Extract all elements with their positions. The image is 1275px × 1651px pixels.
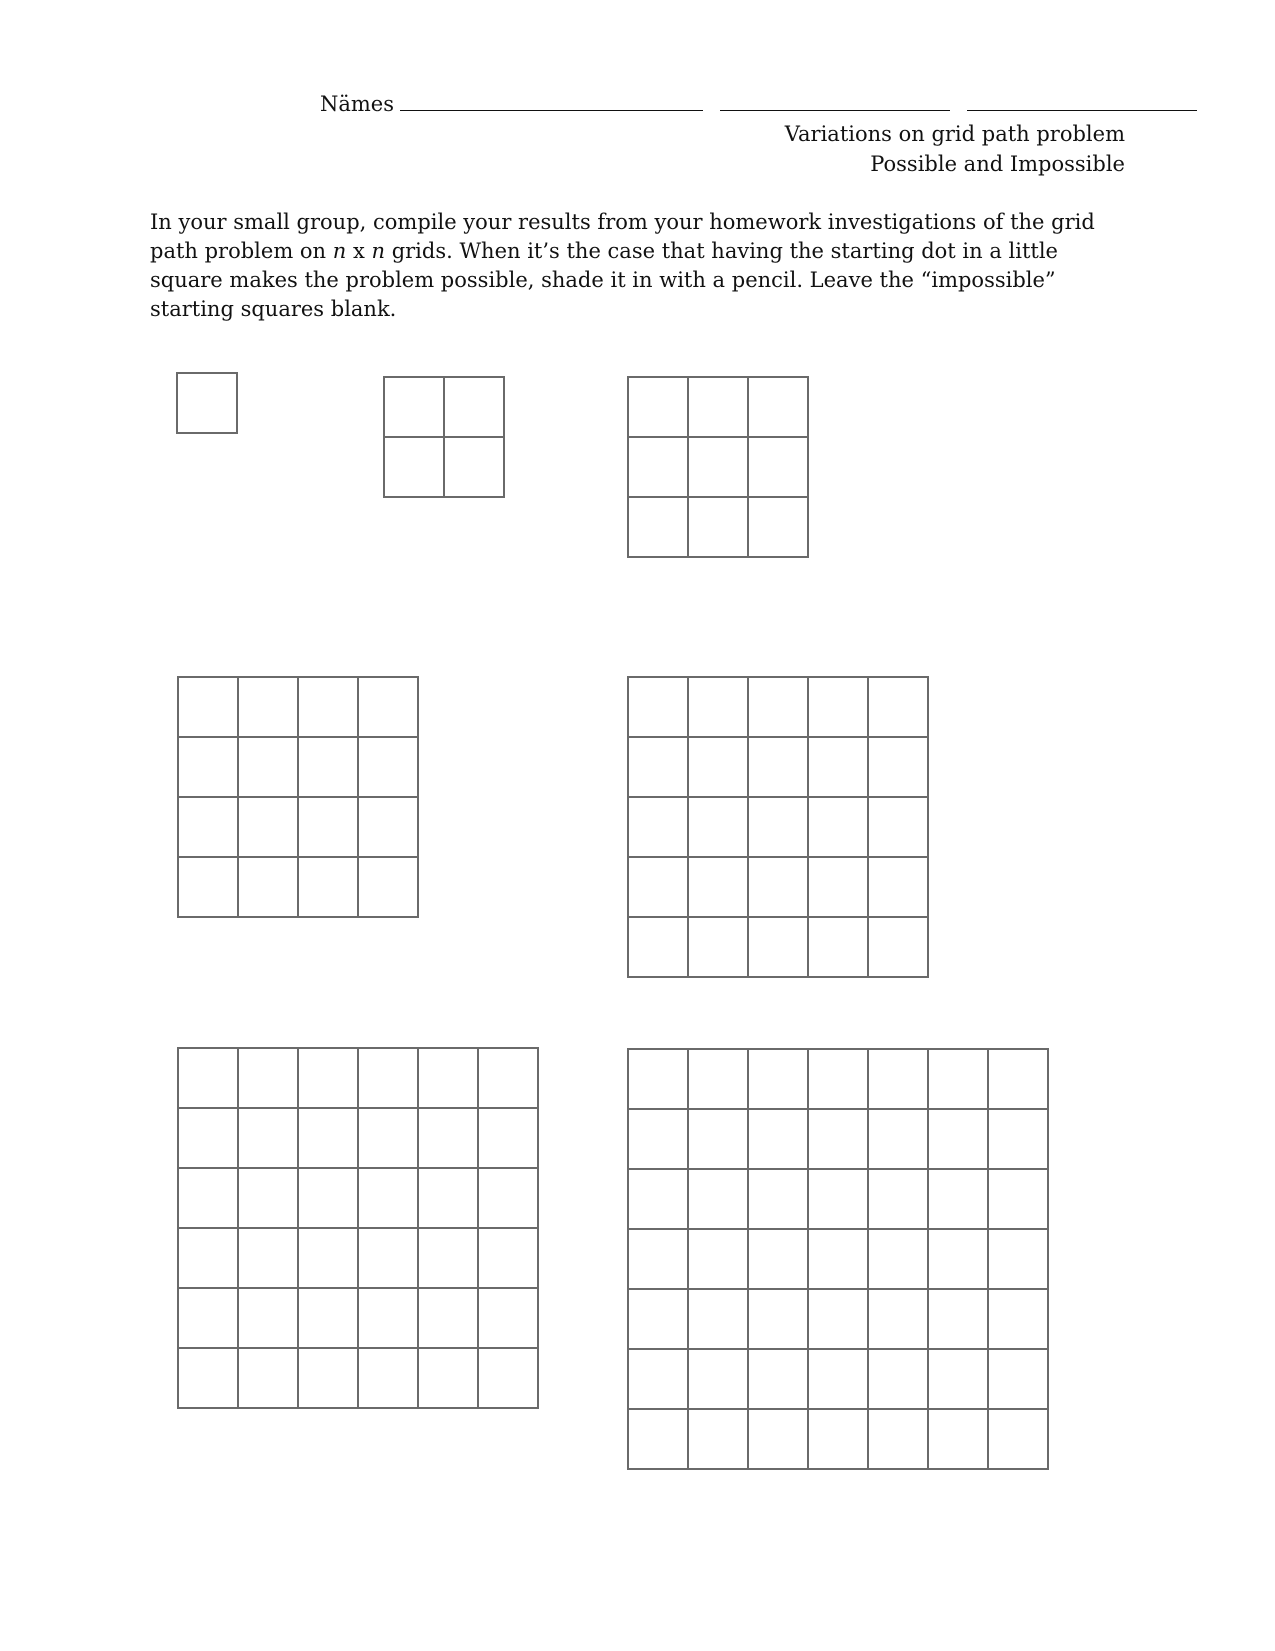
grid-cell[interactable]	[749, 378, 809, 438]
grid-cell[interactable]	[299, 678, 359, 738]
name-blank-2[interactable]	[720, 90, 950, 111]
grid-cell[interactable]	[929, 1290, 989, 1350]
grid-cell[interactable]	[479, 1289, 539, 1349]
grid-cell[interactable]	[419, 1289, 479, 1349]
grid-cell[interactable]	[629, 1050, 689, 1110]
grid-cell[interactable]	[869, 1110, 929, 1170]
grid-cell[interactable]	[989, 1170, 1049, 1230]
grid-cell[interactable]	[749, 1350, 809, 1410]
grid-cell[interactable]	[239, 1169, 299, 1229]
grid-cell[interactable]	[749, 1230, 809, 1290]
grid-cell[interactable]	[239, 678, 299, 738]
grid-cell[interactable]	[239, 1289, 299, 1349]
grid-cell[interactable]	[869, 738, 929, 798]
grid-cell[interactable]	[809, 738, 869, 798]
grid-cell[interactable]	[809, 798, 869, 858]
grid-cell[interactable]	[869, 858, 929, 918]
name-blank-1[interactable]	[400, 90, 703, 111]
grid-cell[interactable]	[689, 798, 749, 858]
grid-cell[interactable]	[299, 1229, 359, 1289]
variable-n-2: n	[371, 239, 386, 263]
grid-cell[interactable]	[445, 378, 505, 438]
grid-cell[interactable]	[299, 1349, 359, 1409]
grid-cell[interactable]	[989, 1110, 1049, 1170]
name-blank-3[interactable]	[967, 90, 1197, 111]
grid-cell[interactable]	[419, 1049, 479, 1109]
grid-cell[interactable]	[869, 918, 929, 978]
grid-cell[interactable]	[689, 1050, 749, 1110]
grid-cell[interactable]	[749, 858, 809, 918]
grid-cell[interactable]	[809, 858, 869, 918]
grid-cell[interactable]	[689, 918, 749, 978]
grid-6x6	[177, 1047, 539, 1409]
grid-cell[interactable]	[809, 1110, 869, 1170]
grid-cell[interactable]	[689, 1170, 749, 1230]
grid-cell[interactable]	[385, 378, 445, 438]
grid-cell[interactable]	[629, 1230, 689, 1290]
grid-cell[interactable]	[869, 678, 929, 738]
grid-cell[interactable]	[239, 798, 299, 858]
grid-cell[interactable]	[629, 1110, 689, 1170]
grid-cell[interactable]	[749, 1050, 809, 1110]
grid-1x1	[176, 372, 238, 434]
grid-cell[interactable]	[179, 738, 239, 798]
grid-cell[interactable]	[929, 1050, 989, 1110]
instructions-part1: In your small group, compile your results from your homework investigations of the grid path problem on	[150, 210, 1095, 263]
grid-cell[interactable]	[989, 1410, 1049, 1470]
grid-cell[interactable]	[239, 1049, 299, 1109]
grid-cell[interactable]	[419, 1349, 479, 1409]
grid-cell[interactable]	[299, 1289, 359, 1349]
grid-cell[interactable]	[629, 858, 689, 918]
grid-cell[interactable]	[629, 1350, 689, 1410]
grid-cell[interactable]	[689, 678, 749, 738]
grid-cell[interactable]	[689, 1290, 749, 1350]
grid-cell[interactable]	[749, 1170, 809, 1230]
grid-cell[interactable]	[689, 738, 749, 798]
times-symbol: x	[346, 239, 372, 263]
grid-cell[interactable]	[239, 1349, 299, 1409]
grid-cell[interactable]	[629, 1290, 689, 1350]
instructions-part2: grids. When it’s the case that having the starting dot in a little square makes the problem possible, shade it in with a pencil. Leave the “impossible” starting squares blank.	[150, 239, 1058, 321]
grid-cell[interactable]	[809, 1410, 869, 1470]
grid-cell[interactable]	[359, 1109, 419, 1169]
grid-cell[interactable]	[479, 1049, 539, 1109]
grid-cell[interactable]	[629, 738, 689, 798]
grid-cell[interactable]	[239, 1229, 299, 1289]
instructions-paragraph	[150, 208, 1135, 324]
grid-cell[interactable]	[299, 798, 359, 858]
grid-cell[interactable]	[989, 1230, 1049, 1290]
grid-cell[interactable]	[359, 1169, 419, 1229]
grid-cell[interactable]	[869, 1050, 929, 1110]
grid-cell[interactable]	[629, 918, 689, 978]
grid-cell[interactable]	[179, 1109, 239, 1169]
grid-cell[interactable]	[359, 738, 419, 798]
grid-cell[interactable]	[689, 858, 749, 918]
grid-cell[interactable]	[419, 1229, 479, 1289]
grid-cell[interactable]	[749, 438, 809, 498]
grid-cell[interactable]	[869, 1170, 929, 1230]
grid-cell[interactable]	[629, 1410, 689, 1470]
grid-cell[interactable]	[239, 738, 299, 798]
grid-cell[interactable]	[749, 678, 809, 738]
grid-cell[interactable]	[359, 858, 419, 918]
grid-cell[interactable]	[749, 798, 809, 858]
grid-cell[interactable]	[869, 1350, 929, 1410]
grid-cell[interactable]	[689, 1230, 749, 1290]
grid-cell[interactable]	[629, 678, 689, 738]
grid-cell[interactable]	[809, 1350, 869, 1410]
variable-n-1: n	[332, 239, 347, 263]
grid-cell[interactable]	[869, 1230, 929, 1290]
grid-cell[interactable]	[749, 1110, 809, 1170]
grid-cell[interactable]	[179, 1289, 239, 1349]
grid-cell[interactable]	[749, 918, 809, 978]
grid-cell[interactable]	[809, 678, 869, 738]
grid-cell[interactable]	[359, 1349, 419, 1409]
grid-cell[interactable]	[179, 1049, 239, 1109]
grid-cell[interactable]	[869, 1410, 929, 1470]
grid-5x5	[627, 676, 929, 978]
grid-cell[interactable]	[359, 1289, 419, 1349]
grid-cell[interactable]	[359, 678, 419, 738]
grid-cell[interactable]	[689, 1410, 749, 1470]
grid-cell[interactable]	[929, 1110, 989, 1170]
grid-cell[interactable]	[299, 1169, 359, 1229]
grid-cell[interactable]	[359, 1229, 419, 1289]
grid-cell[interactable]	[989, 1350, 1049, 1410]
grid-cell[interactable]	[359, 1049, 419, 1109]
grid-cell[interactable]	[385, 438, 445, 498]
worksheet-subtitle: Possible and Impossible	[870, 151, 1125, 176]
grid-cell[interactable]	[749, 738, 809, 798]
grid-cell[interactable]	[629, 798, 689, 858]
grid-cell[interactable]	[989, 1290, 1049, 1350]
grid-cell[interactable]	[689, 1110, 749, 1170]
grid-cell[interactable]	[869, 1290, 929, 1350]
grid-cell[interactable]	[179, 798, 239, 858]
names-line	[320, 90, 1197, 118]
grid-cell[interactable]	[629, 1170, 689, 1230]
names-label: Nämes	[320, 92, 395, 116]
grid-cell[interactable]	[869, 798, 929, 858]
grid-cell[interactable]	[299, 1049, 359, 1109]
grid-cell[interactable]	[929, 1230, 989, 1290]
grid-cell[interactable]	[179, 678, 239, 738]
grid-cell[interactable]	[809, 1230, 869, 1290]
grid-cell[interactable]	[179, 1349, 239, 1409]
grid-2x2	[383, 376, 505, 498]
grid-cell[interactable]	[929, 1350, 989, 1410]
grid-cell[interactable]	[359, 798, 419, 858]
grid-cell[interactable]	[629, 378, 689, 438]
grid-cell[interactable]	[419, 1169, 479, 1229]
grid-cell[interactable]	[989, 1050, 1049, 1110]
grid-cell[interactable]	[479, 1169, 539, 1229]
grid-cell[interactable]	[299, 1109, 359, 1169]
grid-cell[interactable]	[929, 1170, 989, 1230]
grid-cell[interactable]	[689, 498, 749, 558]
grid-cell[interactable]	[479, 1109, 539, 1169]
grid-cell[interactable]	[179, 1169, 239, 1229]
grid-cell[interactable]	[749, 498, 809, 558]
title-block	[785, 120, 1125, 179]
grid-cell[interactable]	[178, 374, 238, 434]
grid-cell[interactable]	[809, 1290, 869, 1350]
grid-cell[interactable]	[239, 1109, 299, 1169]
grid-cell[interactable]	[479, 1229, 539, 1289]
grid-cell[interactable]	[179, 858, 239, 918]
grid-cell[interactable]	[299, 738, 359, 798]
grid-cell[interactable]	[299, 858, 359, 918]
grid-cell[interactable]	[179, 1229, 239, 1289]
grid-cell[interactable]	[929, 1410, 989, 1470]
worksheet-title: Variations on grid path problem	[784, 122, 1125, 146]
grid-4x4	[177, 676, 419, 918]
grid-cell[interactable]	[239, 858, 299, 918]
grid-7x7	[627, 1048, 1049, 1470]
grid-cell[interactable]	[689, 1350, 749, 1410]
grid-cell[interactable]	[809, 1050, 869, 1110]
grid-cell[interactable]	[445, 438, 505, 498]
grid-cell[interactable]	[809, 918, 869, 978]
grid-cell[interactable]	[629, 438, 689, 498]
grid-cell[interactable]	[629, 498, 689, 558]
grid-cell[interactable]	[749, 1290, 809, 1350]
grid-cell[interactable]	[689, 378, 749, 438]
grid-3x3	[627, 376, 809, 558]
grid-cell[interactable]	[809, 1170, 869, 1230]
grid-cell[interactable]	[749, 1410, 809, 1470]
grid-cell[interactable]	[689, 438, 749, 498]
grid-cell[interactable]	[479, 1349, 539, 1409]
grid-cell[interactable]	[419, 1109, 479, 1169]
